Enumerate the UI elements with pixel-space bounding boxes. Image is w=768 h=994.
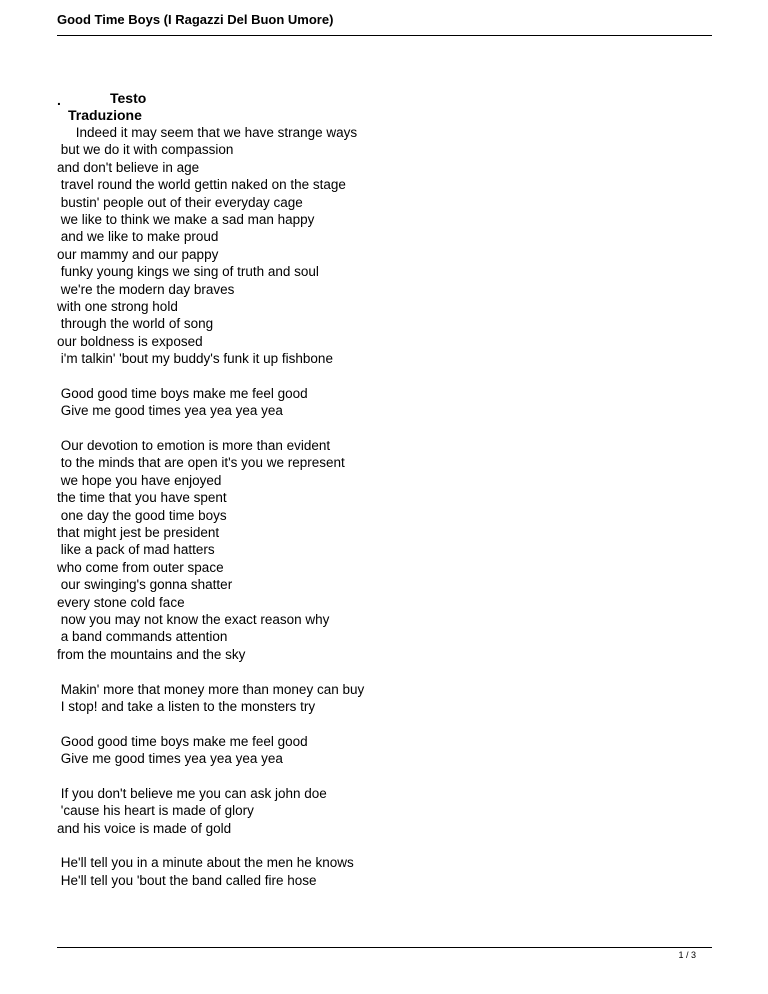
- footer-divider: [57, 947, 712, 948]
- lyric-line: we're the modern day braves: [57, 281, 235, 297]
- lyric-line: He'll tell you 'bout the band called fire hose: [57, 872, 317, 888]
- lyric-line: Indeed it may seem that we have strange ways: [57, 125, 358, 140]
- heading-testo: Testo: [110, 90, 147, 106]
- header-divider: [57, 35, 712, 36]
- lyric-line: our swinging's gonna shatter: [57, 577, 233, 593]
- lyric-line: I stop! and take a listen to the monsters try: [57, 698, 316, 714]
- lyric-line: our boldness is exposed: [57, 333, 203, 349]
- lyric-line: the time that you have spent: [57, 490, 227, 506]
- lyric-line: [57, 420, 364, 437]
- lyric-line: through the world of song: [57, 316, 214, 332]
- lyric-line: who come from outer space: [57, 559, 224, 575]
- lyric-line: like a pack of mad hatters: [57, 542, 215, 558]
- lyric-line: He'll tell you in a minute about the men he knows: [57, 855, 354, 871]
- lyrics-body: [57, 124, 364, 889]
- lyric-line: that might jest be president: [57, 524, 220, 540]
- lyric-line: [57, 367, 364, 384]
- lyric-line: with one strong hold: [57, 298, 178, 314]
- lyric-line: Makin' more that money more than money can buy: [57, 681, 365, 697]
- lyric-line: i'm talkin' 'bout my buddy's funk it up fishbone: [57, 351, 333, 367]
- lyric-line: and his voice is made of gold: [57, 820, 232, 836]
- lyric-line: bustin' people out of their everyday cage: [57, 194, 303, 210]
- lyric-line: we like to think we make a sad man happy: [57, 211, 315, 227]
- lyric-line: Give me good times yea yea yea yea: [57, 751, 283, 767]
- lyric-line: Give me good times yea yea yea yea: [57, 403, 283, 419]
- lyric-line: a band commands attention: [57, 629, 228, 645]
- lyric-line: one day the good time boys: [57, 507, 227, 523]
- heading-bullet: .: [57, 92, 61, 108]
- lyric-line: funky young kings we sing of truth and soul: [57, 264, 319, 280]
- lyric-line: to the minds that are open it's you we represent: [57, 455, 345, 471]
- lyric-line: now you may not know the exact reason why: [57, 611, 330, 627]
- heading-traduzione: Traduzione: [68, 107, 142, 123]
- lyric-line: travel round the world gettin naked on the stage: [57, 177, 346, 193]
- lyric-line: we hope you have enjoyed: [57, 472, 222, 488]
- lyric-line: If you don't believe me you can ask john doe: [57, 785, 327, 801]
- lyric-line: from the mountains and the sky: [57, 646, 246, 662]
- lyric-line: Good good time boys make me feel good: [57, 385, 308, 401]
- lyric-line: [57, 767, 364, 784]
- lyric-line: [57, 663, 364, 680]
- lyric-line: every stone cold face: [57, 594, 185, 610]
- lyric-line: [57, 837, 364, 854]
- page-title: Good Time Boys (I Ragazzi Del Buon Umore): [57, 12, 334, 27]
- page-number: 1 / 3: [678, 950, 696, 960]
- lyric-line: 'cause his heart is made of glory: [57, 803, 254, 819]
- lyric-line: but we do it with compassion: [57, 142, 234, 158]
- lyric-line: [57, 715, 364, 732]
- lyric-line: our mammy and our pappy: [57, 246, 219, 262]
- lyric-line: Good good time boys make me feel good: [57, 733, 308, 749]
- lyric-line: Our devotion to emotion is more than evident: [57, 438, 331, 454]
- lyric-line: and don't believe in age: [57, 159, 200, 175]
- lyric-line: and we like to make proud: [57, 229, 219, 245]
